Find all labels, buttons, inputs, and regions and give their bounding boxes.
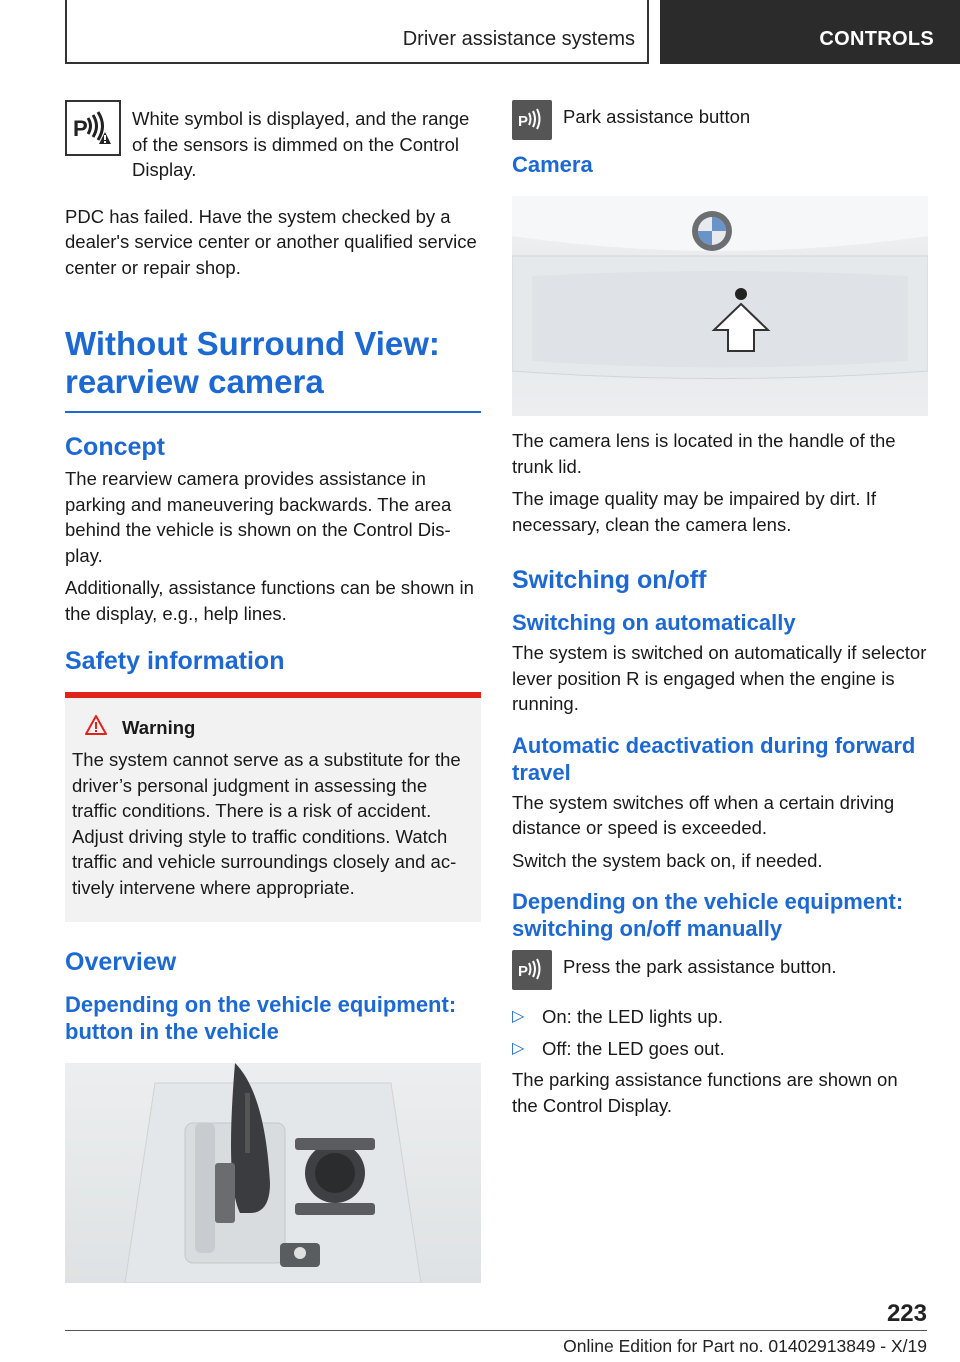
footer-rule [65, 1330, 927, 1331]
auto-off-paragraph-2: Switch the system back on, if needed. [512, 849, 823, 871]
heading-rule [65, 411, 481, 413]
pdc-failed-text: PDC has failed. Have the system checked by a dealer's service center or another qualified service center or repair shop. [65, 205, 477, 278]
auto-off-heading: Automatic deactivation during forward travel [512, 732, 916, 785]
camera-heading: Camera [512, 152, 593, 177]
right-column [512, 100, 928, 1125]
warning-header [84, 714, 474, 741]
footer-edition: Online Edition for Part no. 01402913849 - X/19 [563, 1336, 927, 1356]
park-button-label: Park assistance button [563, 106, 751, 127]
button-heading: Depending on the vehicle equipment: button in the vehicle [65, 992, 457, 1044]
park-assist-icon [512, 100, 552, 140]
warning-triangle-icon [84, 714, 108, 741]
trunk-camera-image [512, 196, 928, 416]
header-section-title: Driver assistance systems [402, 28, 635, 50]
symbol-row [65, 100, 481, 190]
symbol-description: White symbol is displayed, and the range of the sensors is dimmed on the Control Display. [132, 108, 470, 180]
park-button-row [512, 100, 928, 140]
svg-text:P: P [518, 963, 529, 980]
safety-heading: Safety information [65, 647, 285, 675]
camera-paragraph-1: The camera lens is located in the handle of the trunk lid. [512, 430, 896, 477]
warning-text: The system cannot serve as a substitute for the driver’s personal judgment in assessing the traffic conditions. There is a risk of accident. Adjust driving style to traffic conditions. Watch traffic and vehicle surroundings closely and actively intervene where appropriate. [72, 749, 461, 898]
header-chapter-title: CONTROLS [819, 28, 934, 50]
camera-paragraph-2: The image quality may be impaired by dirt. If necessary, clean the camera lens. [512, 488, 876, 535]
list-item-text: On: the LED lights up. [542, 1006, 723, 1027]
final-paragraph: The parking assistance functions are shown on the Control Display. [512, 1069, 898, 1116]
main-heading-line1: Without Surround View: [65, 325, 440, 362]
auto-on-text: The system is switched on automatically if selector lever position R is engaged when the engine is running. [512, 642, 927, 714]
press-button-text: Press the park assistance button. [563, 956, 837, 977]
park-assist-icon [512, 950, 552, 990]
list-item [512, 1004, 928, 1030]
svg-text:P: P [518, 113, 529, 130]
overview-heading: Overview [65, 948, 177, 976]
main-heading [65, 325, 481, 401]
warning-box [65, 692, 481, 922]
press-row [512, 950, 928, 990]
triangle-bullet-icon: ▷ [512, 1008, 525, 1025]
warning-label: Warning [122, 716, 196, 738]
page-number: 223 [886, 1300, 927, 1327]
header-chapter-tab [660, 0, 960, 64]
triangle-bullet-icon: ▷ [512, 1039, 525, 1057]
list-item [512, 1036, 928, 1062]
concept-paragraph-1: The rearview camera provides assistance in parking and maneuvering backwards. The area behind the vehicle is shown on the Control Display. [65, 468, 452, 566]
auto-off-paragraph-1: The system switches off when a certain driving distance or speed is exceeded. [512, 791, 895, 838]
main-heading-line2: rearview camera [65, 363, 324, 400]
list-item-text: Off: the LED goes out. [542, 1037, 725, 1059]
manual-heading: Depending on the vehicle equipment: switching on/off manually [512, 889, 904, 941]
switching-heading: Switching on/off [512, 566, 707, 594]
svg-text:P: P [73, 116, 88, 141]
parking-sensor-icon [65, 100, 121, 156]
concept-heading: Concept [65, 433, 165, 461]
center-console-image [65, 1063, 481, 1283]
auto-on-heading: Switching on automatically [512, 610, 796, 635]
left-column [65, 100, 481, 1283]
concept-paragraph-2: Additionally, assistance functions can be shown in the display, e.g., help lines. [65, 577, 474, 624]
